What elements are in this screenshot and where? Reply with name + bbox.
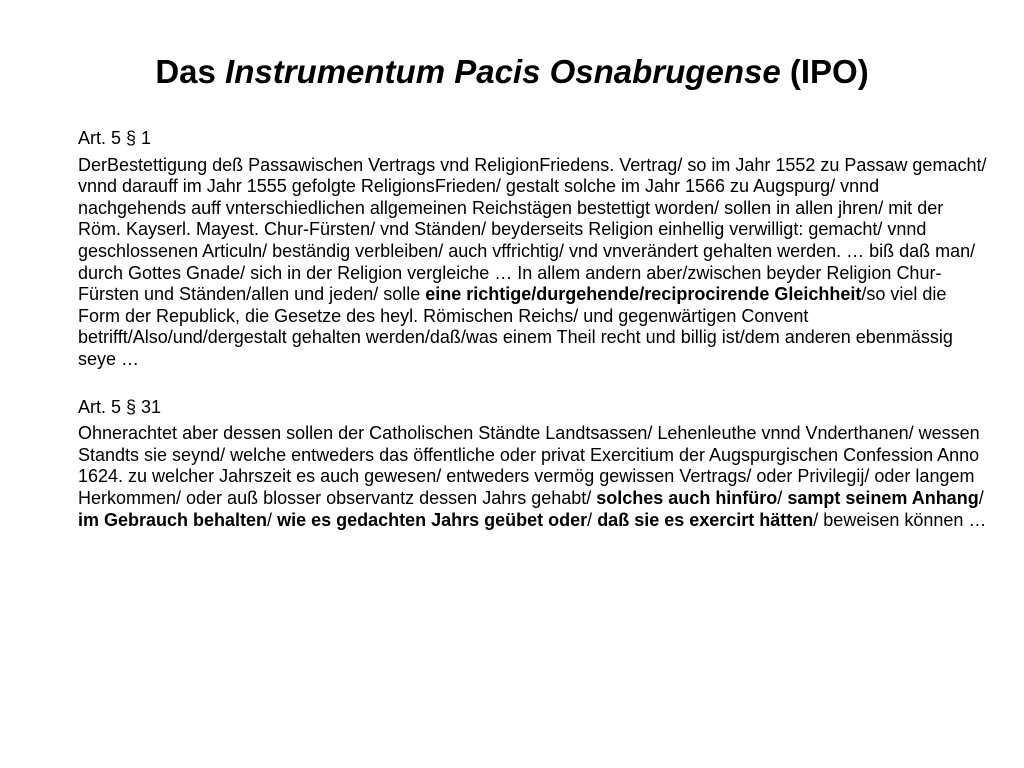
article-heading: Art. 5 § 31 xyxy=(78,396,162,417)
bold-text-segment: daß sie es exercirt hätten xyxy=(597,509,814,530)
text-segment: Ohnerachtet aber dessen sollen der Catholischen Ständte Landtsassen/ Lehenleuthe vnnd Vnderthanen/ wessen Standts sie seynd/ welche entweders das öffentliche oder privat Exercitium der Augspurgischen Confession Anno 1624. zu welcher Jahrszeit es auch gewesen/ entweders vermög gewissen Vertrags/ oder Privilegij/ oder langem Herkommen/ oder auß blosser observantz dessen Jahrs gehabt/ xyxy=(78,423,980,508)
text-segment: / xyxy=(267,509,278,530)
bold-text-segment: wie es gedachten Jahrs geübet oder xyxy=(277,509,588,530)
title-prefix: Das xyxy=(155,53,216,90)
slide-content xyxy=(78,128,990,531)
title-suffix: (IPO) xyxy=(789,53,869,90)
article-block xyxy=(78,128,990,371)
text-segment: /so viel die Form der Republick, die Gesetze des heyl. Römischen Reichs/ und gegenwärtigen Convent betrifft/Also/und/dergestalt gehalten werden/daß/was einem Theil recht und billig ist/dem anderen ebenmässig seye … xyxy=(78,284,953,369)
text-segment: / xyxy=(777,487,788,508)
text-segment: / xyxy=(587,509,598,530)
bold-text-segment: im Gebrauch behalten xyxy=(78,509,268,530)
article-text xyxy=(78,155,990,371)
bold-text-segment: eine richtige/durgehende/reciprocirende Gleichheit xyxy=(425,284,862,305)
text-segment: / beweisen können … xyxy=(813,509,987,530)
article-heading: Art. 5 § 1 xyxy=(78,128,152,148)
article-block xyxy=(78,397,990,532)
bold-text-segment: solches auch hinfüro xyxy=(596,487,778,508)
text-segment: DerBestettigung deß Passawischen Vertrags vnd ReligionFriedens. Vertrag/ so im Jahr 1552 zu Passaw gemacht/ vnnd darauff im Jahr 1555 gefolgte ReligionsFrieden/ gestalt solche im Jahr 1566 zu Augspurg/ vnnd nachgehends auff vnterschiedlichen allgemeinen Reichstägen bestettigt worden/ sollen in allen jhren/ mit der Röm. Kayserl. Mayest. Chur-Fürsten/ vnd Ständen/ beyderseits Religion einhellig verwilligt: gemacht/ vnnd geschlossenen Articuln/ beständig verbleiben/ auch vffrichtig/ vnd vnverändert gehalten werden. … biß daß man/ durch Gottes Gnade/ sich in der Religion vergleiche … In allem andern aber/zwischen beyder Religion Chur-Fürsten und Ständen/allen und jeden/ solle xyxy=(78,154,987,305)
article-text xyxy=(78,423,990,531)
slide-title xyxy=(0,52,1024,92)
bold-text-segment: sampt seinem Anhang xyxy=(787,487,979,508)
text-segment: / xyxy=(978,487,984,508)
title-italic: Instrumentum Pacis Osnabrugense xyxy=(225,53,781,90)
